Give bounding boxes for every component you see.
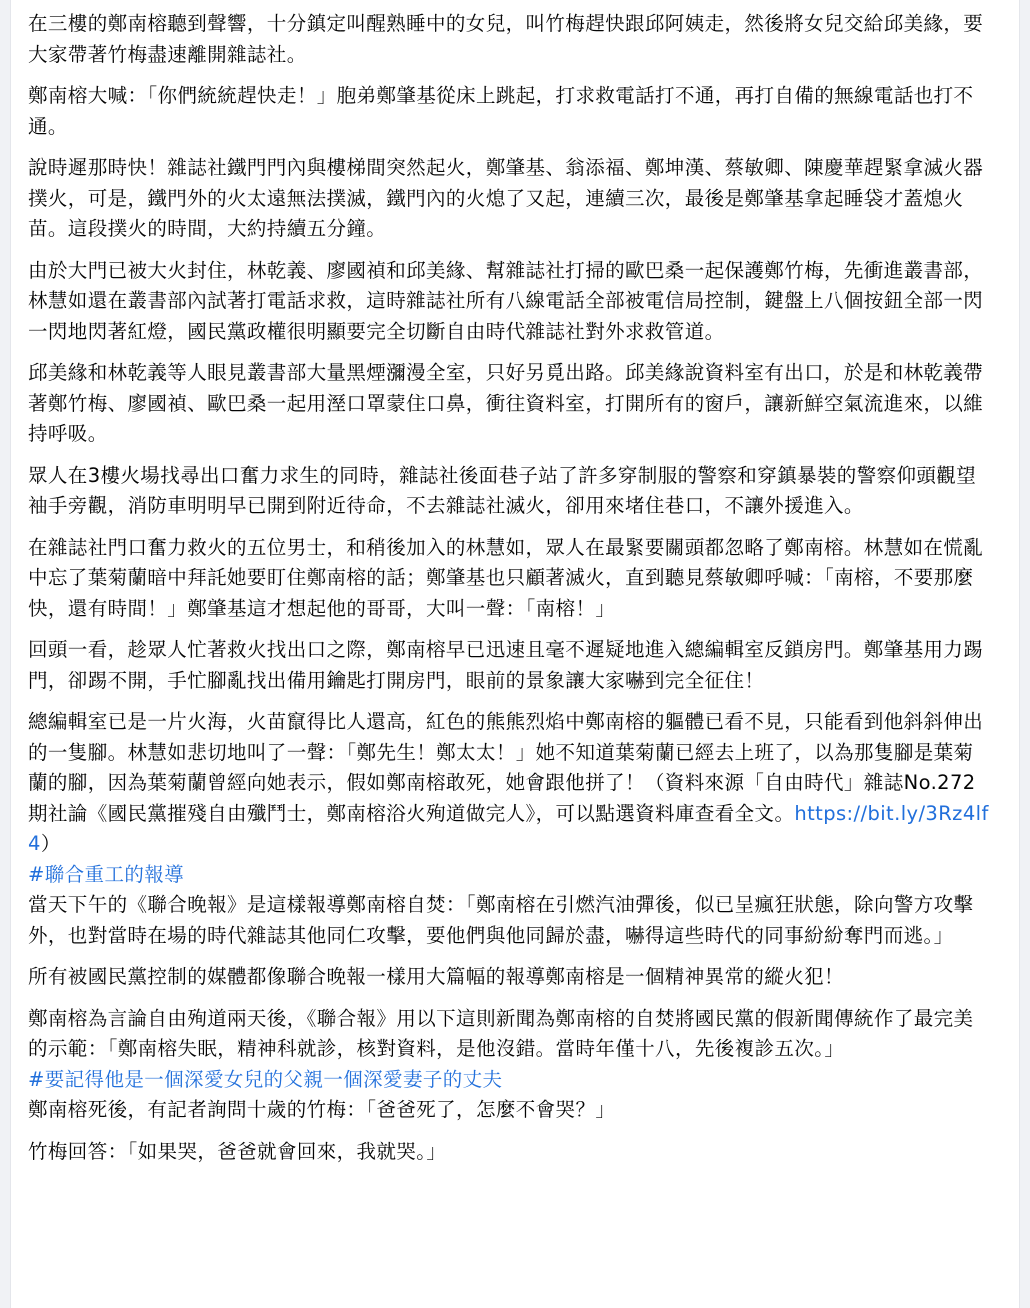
paragraph-3: 說時遲那時快！雜誌社鐵門門內與樓梯間突然起火，鄭肇基、翁添福、鄭坤漢、蔡敏卿、陳慶華趕緊拿滅火器撲火，可是，鐵門外的火太遠無法撲滅，鐵門內的火熄了又起，連續三次，最後是鄭肇基拿起睡袋才蓋熄火苗。這段撲火的時間，大約持續五分鐘。 — [28, 156, 984, 240]
paragraph-1: 在三樓的鄭南榕聽到聲響，十分鎮定叫醒熟睡中的女兒，叫竹梅趕快跟邱阿姨走，然後將女兒交給邱美緣，要大家帶著竹梅盡速離開雜誌社。 — [28, 12, 984, 66]
paragraph-12: 鄭南榕為言論自由殉道兩天後，《聯合報》用以下這則新聞為鄭南榕的自焚將國民黨的假新聞傳統作了最完美的示範：「鄭南榕失眠，精神科就診，核對資料，是他沒錯。當時年僅十八，先後複診五次。」 — [28, 1006, 974, 1060]
paragraph-6: 眾人在3樓火場找尋出口奮力求生的同時，雜誌社後面巷子站了許多穿制服的警察和穿鎮暴裝的警察仰頭觀望袖手旁觀，消防車明明早已開到附近待命，不去雜誌社滅火，卻用來堵住巷口，不讓外援進入。 — [28, 463, 977, 517]
paragraph-9-text: 總編輯室已是一片火海，火苗竄得比人還高，紅色的熊熊烈焰中鄭南榕的軀體已看不見，只能看到他斜斜伸出的一隻腳。林慧如悲切地叫了一聲：「鄭先生！鄭太太！」她不知道葉菊蘭已經去上班了，以為那隻腳是葉菊蘭的腳，因為葉菊蘭曾經向她表示，假如鄭南榕敢死，她會跟他拼了！（資料來源「自由時代」雜誌No.272期社論《國民黨摧殘自由殲鬥士，鄭南榕浴火殉道做完人》，可以點選資料庫查看全文。 — [28, 710, 984, 825]
hashtag-loving-father[interactable]: #要記得他是一個深愛女兒的父親一個深愛妻子的丈夫 — [28, 1067, 503, 1091]
paragraph-9-tail: ） — [40, 832, 61, 855]
paragraph-9 — [28, 707, 993, 860]
hashtag-united-heavy-industry[interactable]: #聯合重工的報導 — [28, 862, 185, 886]
paragraph-7: 在雜誌社門口奮力救火的五位男士，和稍後加入的林慧如，眾人在最緊要關頭都忽略了鄭南榕。林慧如在慌亂中忘了葉菊蘭暗中拜託她要盯住鄭南榕的話；鄭肇基也只顧著滅火，直到聽見蔡敏卿呼喊：「南榕，不要那麼快，還有時間！」鄭肇基這才想起他的哥哥，大叫一聲：「南榕！」 — [28, 535, 984, 620]
paragraph-10: 當天下午的《聯合晚報》是這樣報導鄭南榕自焚：「鄭南榕在引燃汽油彈後，似已呈瘋狂狀態，除向警方攻擊外，也對當時在場的時代雜誌其他同仁攻擊，要他們與他同歸於盡，嚇得這些時代的同事紛紛奪門而逃。」 — [28, 893, 974, 947]
paragraph-4: 由於大門已被大火封住，林乾義、廖國禎和邱美緣、幫雜誌社打掃的歐巴桑一起保護鄭竹梅，先衝進叢書部，林慧如還在叢書部內試著打電話求救，這時雜誌社所有八線電話全部被電信局控制，鍵盤上八個按鈕全部一閃一閃地閃著紅燈，國民黨政權很明顯要完全切斷自由時代雜誌社對外求救管道。 — [28, 258, 984, 343]
paragraph-13: 鄭南榕死後，有記者詢問十歲的竹梅：「爸爸死了，怎麼不會哭？」 — [28, 1098, 616, 1121]
paragraph-11: 所有被國民黨控制的媒體都像聯合晚報一樣用大篇幅的報導鄭南榕是一個精神異常的縱火犯！ — [28, 965, 844, 988]
post-card — [10, 0, 1020, 1308]
post-body — [11, 0, 1019, 1167]
source-link[interactable]: https://bit.ly/3Rz4lf4 — [28, 801, 989, 855]
paragraph-5: 邱美緣和林乾義等人眼見叢書部大量黑煙瀰漫全室，只好另覓出路。邱美緣說資料室有出口，於是和林乾義帶著鄭竹梅、廖國禎、歐巴桑一起用溼口罩蒙住口鼻，衝往資料室，打開所有的窗戶，讓新鮮空氣流進來，以維持呼吸。 — [28, 361, 984, 445]
paragraph-8: 回頭一看，趁眾人忙著救火找出口之際，鄭南榕早已迅速且毫不遲疑地進入總編輯室反鎖房門。鄭肇基用力踢門，卻踢不開，手忙腳亂找出備用鑰匙打開房門，眼前的景象讓大家嚇到完全征住！ — [28, 638, 984, 692]
paragraph-14: 竹梅回答：「如果哭，爸爸就會回來，我就哭。」 — [28, 1139, 447, 1163]
paragraph-2: 鄭南榕大喊：「你們統統趕快走！」胞弟鄭肇基從床上跳起，打求救電話打不通，再打自備的無線電話也打不通。 — [28, 84, 974, 138]
